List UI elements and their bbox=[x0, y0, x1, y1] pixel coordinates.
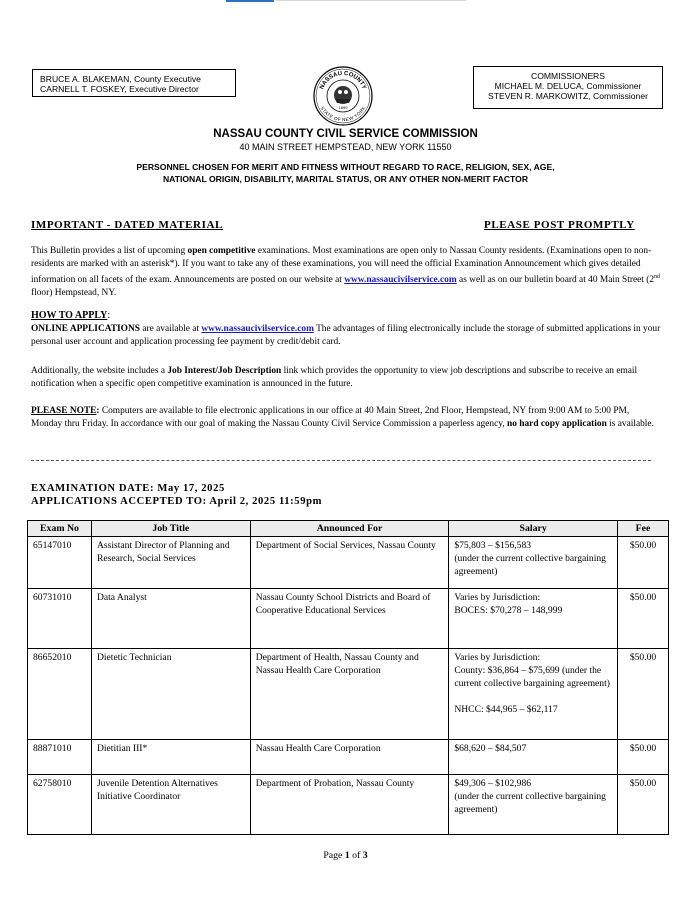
exam-no-cell: 62758010 bbox=[28, 775, 92, 835]
table-row bbox=[28, 649, 669, 740]
seal-top-text: NASSAU COUNTY bbox=[319, 70, 367, 91]
county-seal-icon bbox=[313, 66, 373, 126]
seal-bottom-text: STATE OF NEW YORK bbox=[319, 105, 367, 123]
fee-cell: $50.00 bbox=[618, 589, 669, 649]
policy-line-1: PERSONNEL CHOSEN FOR MERIT AND FITNESS WITHOUT REGARD TO RACE, RELIGION, SEX, AGE, bbox=[136, 162, 555, 172]
section-divider bbox=[31, 460, 651, 461]
commission-title: NASSAU COUNTY CIVIL SERVICE COMMISSION bbox=[213, 128, 478, 140]
exam-no-cell: 88871010 bbox=[28, 740, 92, 775]
announced-for-cell: Department of Social Services, Nassau County bbox=[250, 537, 449, 589]
announced-for-cell: Department of Probation, Nassau County bbox=[250, 775, 449, 835]
how-to-apply-heading: HOW TO APPLY: bbox=[31, 310, 111, 321]
exam-table bbox=[27, 520, 669, 835]
salary-cell: $49,306 – $102,986 (under the current collective bargaining agreement) bbox=[449, 775, 618, 835]
salary-cell: $68,620 – $84,507 bbox=[449, 740, 618, 775]
table-row bbox=[28, 589, 669, 649]
fee-cell: $50.00 bbox=[618, 537, 669, 589]
salary-cell: Varies by Jurisdiction: County: $36,864 – $75,699 (under the current collective bargaining agreement) NHCC: $44,965 – $62,117 bbox=[449, 649, 618, 740]
fee-cell: $50.00 bbox=[618, 740, 669, 775]
examination-date: EXAMINATION DATE: May 17, 2025 bbox=[31, 483, 225, 494]
executive-director-line: CARNELL T. FOSKEY, Executive Director bbox=[40, 84, 199, 94]
seal-year: 1899 bbox=[338, 105, 348, 110]
exam-date-block bbox=[31, 482, 322, 508]
job-title-cell: Dietetic Technician bbox=[91, 649, 250, 740]
fee-cell: $50.00 bbox=[618, 775, 669, 835]
intro-paragraph: This Bulletin provides a list of upcoming open competitive examinations. Most examinations are open only to Nassau County residents. (Examinations open to non-residents are marked with an asterisk*). If you want to take any of these examinations, you will need the official Examination Announcement which gives detailed information on all facets of the exam. Announcements are posted on our website at www.nassaucivilservice.com as well as on our bulletin board at 40 Main Street (2nd floor) Hempstead, NY. bbox=[31, 246, 661, 299]
policy-line-2: NATIONAL ORIGIN, DISABILITY, MARITAL STATUS, OR ANY OTHER NON-MERIT FACTOR bbox=[162, 174, 529, 184]
top-divider-bar bbox=[276, 0, 466, 1]
table-row bbox=[28, 537, 669, 589]
job-interest-paragraph: Additionally, the website includes a Job Interest/Job Description link which provides the opportunity to view job descriptions and subscribe to receive an email notification when a specific open competitive examination is announced in the future. bbox=[31, 366, 638, 389]
county-executive-box bbox=[32, 69, 236, 97]
online-applications-link[interactable]: www.nassaucivilservice.com bbox=[201, 324, 314, 334]
top-accent-bar bbox=[226, 0, 274, 2]
applications-accepted-date: APPLICATIONS ACCEPTED TO: April 2, 2025 11:59pm bbox=[31, 496, 323, 507]
county-executive-line: BRUCE A. BLAKEMAN, County Executive bbox=[40, 74, 201, 84]
header-salary: Salary bbox=[449, 521, 618, 537]
please-post-promptly: PLEASE POST PROMPTLY bbox=[484, 219, 635, 231]
website-link[interactable]: www.nassaucivilservice.com bbox=[344, 275, 457, 286]
salary-cell: Varies by Jurisdiction: BOCES: $70,278 – 148,999 bbox=[449, 589, 618, 649]
announced-for-cell: Nassau Health Care Corporation bbox=[250, 740, 449, 775]
job-title-cell: Data Analyst bbox=[91, 589, 250, 649]
header-announced-for: Announced For bbox=[250, 521, 449, 537]
table-header-row bbox=[28, 521, 669, 537]
salary-cell: $75,803 – $156,583 (under the current collective bargaining agreement) bbox=[449, 537, 618, 589]
commissioner-markowitz: STEVEN R. MARKOWITZ, Commissioner bbox=[488, 91, 648, 101]
please-note-paragraph: PLEASE NOTE: Computers are available to file electronic applications in our office at 40 Main Street, 2nd Floor, Hempstead, NY from 9:00 AM to 5:00 PM, Monday thru Friday. In accordance with our goal of making the Nassau County Civil Service Commission a paperless agency, no hard copy application is available. bbox=[31, 406, 654, 429]
commissioners-box bbox=[473, 66, 663, 109]
job-title-cell: Dietitian III* bbox=[91, 740, 250, 775]
header-job-title: Job Title bbox=[91, 521, 250, 537]
announced-for-cell: Nassau County School Districts and Board of Cooperative Educational Services bbox=[250, 589, 449, 649]
announced-for-cell: Department of Health, Nassau County and Nassau Health Care Corporation bbox=[250, 649, 449, 740]
online-applications-paragraph: ONLINE APPLICATIONS are available at www.nassaucivilservice.com The advantages of filing electronically include the storage of submitted applications in your personal user account and application processing fee payment by credit/debit card. bbox=[31, 324, 661, 347]
header-fee: Fee bbox=[618, 521, 669, 537]
policy-statement bbox=[0, 161, 691, 185]
table-row bbox=[28, 775, 669, 835]
job-title-cell: Assistant Director of Planning and Research, Social Services bbox=[91, 537, 250, 589]
exam-no-cell: 65147010 bbox=[28, 537, 92, 589]
commissioner-deluca: MICHAEL M. DELUCA, Commissioner bbox=[494, 81, 642, 91]
page-footer: Page 1 of 3 bbox=[323, 850, 368, 861]
fee-cell: $50.00 bbox=[618, 649, 669, 740]
header-exam-no: Exam No bbox=[28, 521, 92, 537]
job-title-cell: Juvenile Detention Alternatives Initiative Coordinator bbox=[91, 775, 250, 835]
commissioners-heading: COMMISSIONERS bbox=[530, 71, 605, 81]
commission-address: 40 MAIN STREET HEMPSTEAD, NEW YORK 11550 bbox=[239, 142, 452, 152]
exam-no-cell: 86652010 bbox=[28, 649, 92, 740]
exam-no-cell: 60731010 bbox=[28, 589, 92, 649]
important-dated-material: IMPORTANT - DATED MATERIAL bbox=[31, 219, 223, 231]
table-row bbox=[28, 740, 669, 775]
